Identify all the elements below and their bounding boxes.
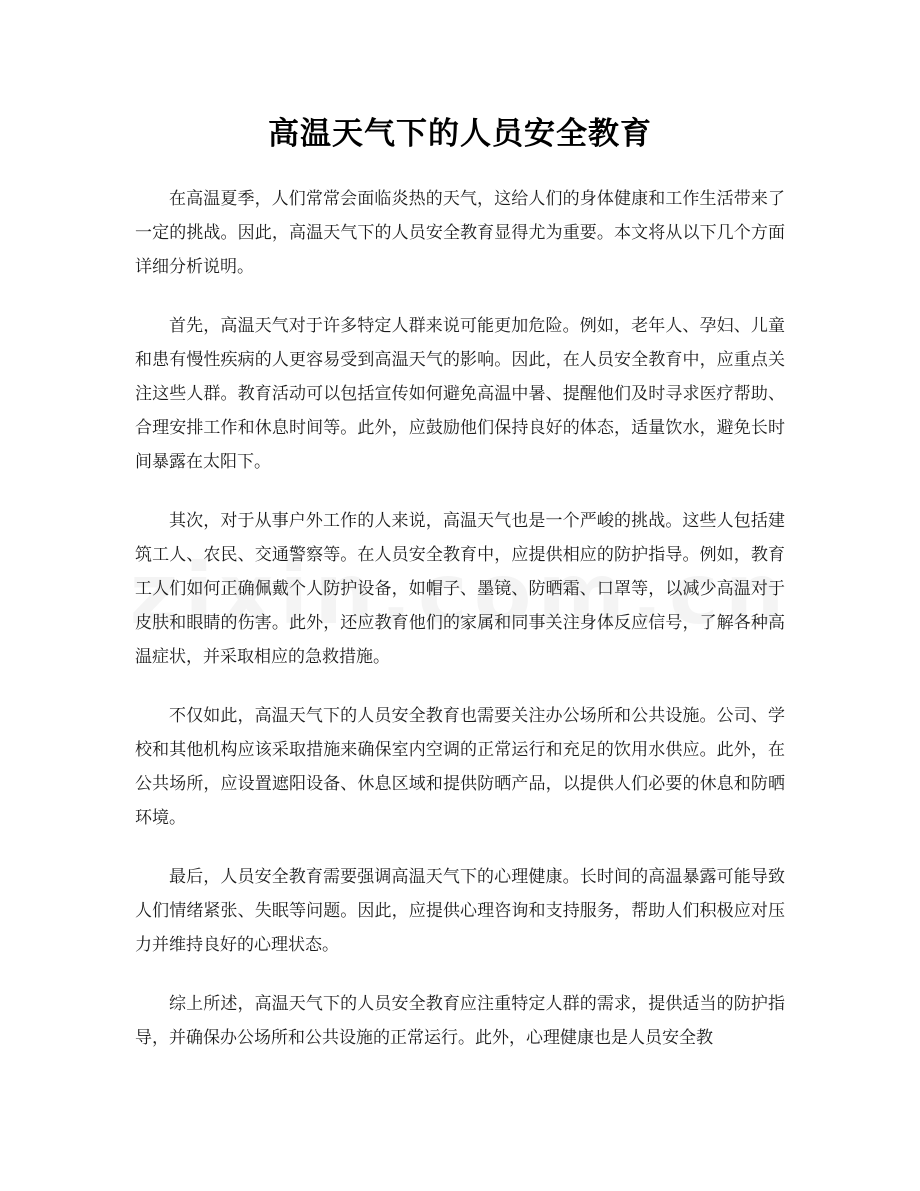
paragraph-special-groups: 首先，高温天气对于许多特定人群来说可能更加危险。例如，老年人、孕妇、儿童和患有慢性疾病的人更容易受到高温天气的影响。因此，在人员安全教育中，应重点关注这些人群。教育活动可以包括宣传如何避免高温中暑、提醒他们及时寻求医疗帮助、合理安排工作和休息时间等。此外，应鼓励他们保持良好的体态，适量饮水，避免长时间暴露在太阳下。 (135, 316, 785, 472)
paragraph-intro: 在高温夏季，人们常常会面临炎热的天气，这给人们的身体健康和工作生活带来了一定的挑战。因此，高温天气下的人员安全教育显得尤为重要。本文将从以下几个方面详细分析说明。 (135, 189, 785, 277)
paragraph-summary: 综上所述，高温天气下的人员安全教育应注重特定人群的需求，提供适当的防护指导，并确保办公场所和公共设施的正常运行。此外，心理健康也是人员安全教 (135, 994, 785, 1048)
document-body (135, 182, 785, 1080)
paragraph-mental-health: 最后，人员安全教育需要强调高温天气下的心理健康。长时间的高温暴露可能导致人们情绪紧张、失眠等问题。因此，应提供心理咨询和支持服务，帮助人们积极应对压力并维持良好的心理状态。 (135, 867, 785, 955)
paragraph-public-facilities: 不仅如此，高温天气下的人员安全教育也需要关注办公场所和公共设施。公司、学校和其他机构应该采取措施来确保室内空调的正常运行和充足的饮用水供应。此外，在公共场所，应设置遮阳设备、休息区域和提供防晒产品，以提供人们必要的休息和防晒环境。 (135, 706, 785, 828)
paragraph-outdoor-workers: 其次，对于从事户外工作的人来说，高温天气也是一个严峻的挑战。这些人包括建筑工人、农民、交通警察等。在人员安全教育中，应提供相应的防护指导。例如，教育工人们如何正确佩戴个人防护设备，如帽子、墨镜、防晒霜、口罩等，以减少高温对于皮肤和眼睛的伤害。此外，还应教育他们的家属和同事关注身体反应信号，了解各种高温症状，并采取相应的急救措施。 (135, 511, 785, 667)
document-title: 高温天气下的人员安全教育 (268, 116, 652, 152)
